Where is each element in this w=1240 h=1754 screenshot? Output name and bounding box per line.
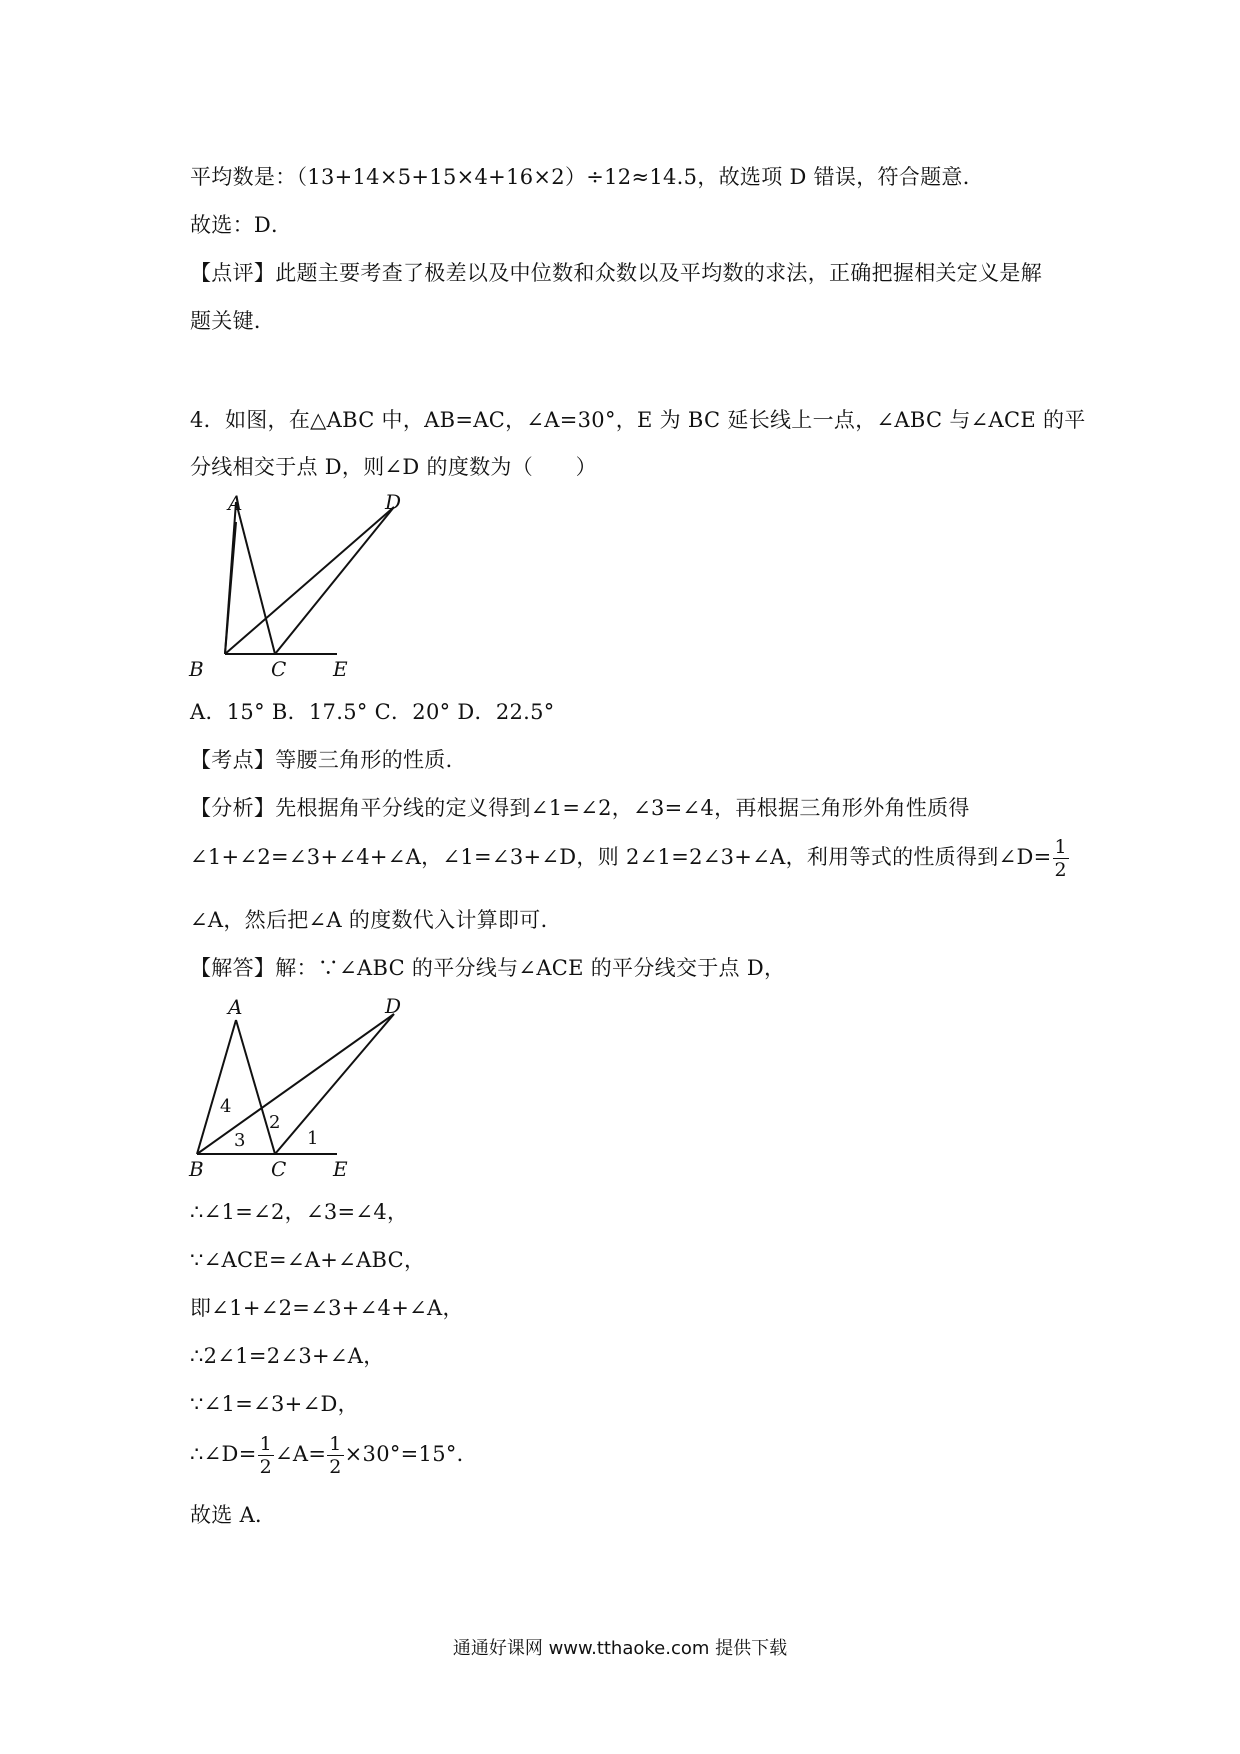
solution-line: 【解答】解：∵∠ABC 的平分线与∠ACE 的平分线交于点 D，	[190, 956, 786, 980]
label-A: A	[228, 492, 243, 515]
label-E: E	[333, 1157, 348, 1181]
solution-step	[190, 1433, 478, 1478]
label-C: C	[271, 1157, 287, 1181]
triangle-figure	[185, 492, 405, 684]
solution-step: ∵∠ACE=∠A+∠ABC，	[190, 1248, 426, 1272]
label-E: E	[333, 657, 348, 681]
text-line: 平均数是：（13+14×5+15×4+16×2）÷12≈14.5，故选项 D 错误，符合题意．	[190, 165, 984, 189]
angle-label-2: 2	[269, 1112, 281, 1133]
label-A: A	[228, 995, 243, 1019]
question-line: 4．如图，在△ABC 中，AB=AC，∠A=30°，E 为 BC 延长线上一点，∠ABC 与∠ACE 的平	[190, 408, 1086, 432]
analysis-line: ∠A，然后把∠A 的度数代入计算即可．	[190, 908, 562, 932]
angle-label-1: 1	[307, 1128, 319, 1149]
comment-line: 题关键．	[190, 309, 276, 333]
solution-step: ∴2∠1=2∠3+∠A，	[190, 1344, 385, 1368]
fraction-half: $\frac{1}{2}$	[259, 1433, 272, 1478]
fraction-half: $\frac{1}{2}$	[329, 1433, 342, 1478]
kaodian-line: 【考点】等腰三角形的性质．	[190, 748, 467, 772]
triangle-figure-labeled	[185, 994, 405, 1186]
analysis-line: 【分析】先根据角平分线的定义得到∠1=∠2，∠3=∠4，再根据三角形外角性质得	[190, 796, 970, 820]
solution-step: ∴∠1=∠2，∠3=∠4，	[190, 1200, 409, 1224]
answer-options: A．15° B．17.5° C．20° D．22.5°	[190, 700, 555, 724]
analysis-line	[190, 836, 1070, 881]
step-text: ∴∠D=	[190, 1442, 257, 1466]
label-B: B	[189, 1157, 204, 1181]
text-line: 故选：D．	[190, 213, 293, 237]
page-footer: 通通好课网 www.tthaoke.com 提供下载	[452, 1638, 788, 1659]
comment-line: 【点评】此题主要考查了极差以及中位数和众数以及平均数的求法，正确把握相关定义是解	[190, 261, 1042, 285]
label-D: D	[385, 492, 402, 514]
label-C: C	[271, 657, 287, 681]
fraction-half: $\frac{1}{2}$	[1054, 836, 1067, 881]
step-text: ×30°=15°．	[344, 1442, 478, 1466]
label-D: D	[385, 994, 402, 1018]
solution-step: 即∠1+∠2=∠3+∠4+∠A，	[190, 1296, 464, 1320]
solution-step: ∵∠1=∠3+∠D，	[190, 1392, 359, 1416]
final-answer: 故选 A．	[190, 1503, 277, 1527]
angle-label-4: 4	[220, 1096, 232, 1117]
label-B: B	[189, 657, 204, 681]
analysis-text: ∠1+∠2=∠3+∠4+∠A，∠1=∠3+∠D，则 2∠1=2∠3+∠A，利用等式的性质得到∠D=	[190, 845, 1052, 869]
question-line: 分线相交于点 D，则∠D 的度数为（ ）	[190, 455, 597, 479]
angle-label-3: 3	[234, 1130, 246, 1151]
step-text: ∠A=	[274, 1442, 327, 1466]
